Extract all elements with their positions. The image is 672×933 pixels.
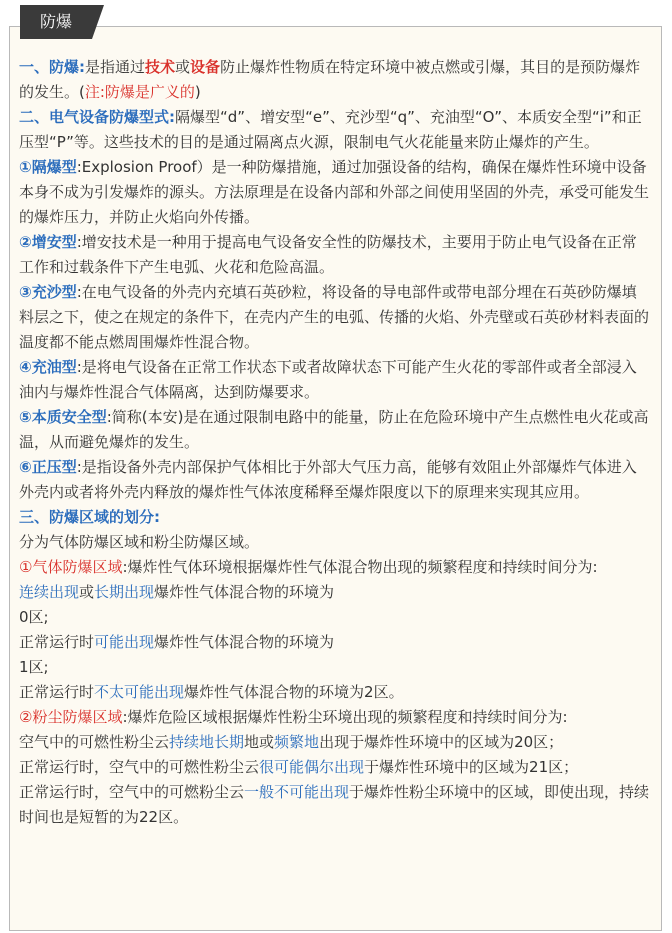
item-text: :简称(本安)是在通过限制电路中的能量，防止在危险环境中产生点燃性电火花或高温，从而避免爆炸的发生。	[19, 408, 649, 451]
keyword: 连续出现	[19, 583, 80, 601]
item-label: ①隔爆型	[19, 158, 77, 176]
item-label: ④充油型	[19, 358, 77, 376]
heading-3-label: 三、防爆区域的划分:	[19, 508, 160, 526]
gas-zone-heading	[19, 555, 651, 580]
heading-3	[19, 505, 651, 530]
article-body	[19, 55, 651, 830]
zone-0-line	[19, 580, 651, 605]
item-text: :在电气设备的外壳内充填石英砂粒，将设备的导电部件或带电部分埋在石英砂防爆填料层之下，使之在规定的条件下，在壳内产生的电弧、传播的火焰、外壳壁或石英砂材料表面的温度都不能点燃周围爆炸性混合物。	[19, 283, 650, 351]
item-flameproof	[19, 155, 651, 230]
text: 或	[79, 583, 95, 601]
keyword: 长期出现	[94, 583, 155, 601]
text: 正常运行时	[19, 633, 95, 651]
zone-21-line	[19, 755, 651, 780]
text: 地或	[244, 733, 275, 751]
dust-zone-heading	[19, 705, 651, 730]
paragraph-definition	[19, 55, 651, 105]
item-text: :是指设备外壳内部保护气体相比于外部大气压力高，能够有效阻止外部爆炸气体进入外壳内或者将外壳内释放的爆炸性气体浓度稀释至爆炸限度以下的原理来实现其应用。	[19, 458, 637, 501]
keyword: 持续地长期	[169, 733, 245, 751]
text: :爆炸危险区域根据爆炸性粉尘环境出现的频繁程度和持续时间分为:	[122, 708, 568, 726]
text: 爆炸性气体混合物的环境为	[154, 583, 335, 601]
zone-22-line	[19, 780, 651, 830]
dust-zone-label: ②粉尘防爆区域	[19, 708, 123, 726]
item-text: :增安技术是一种用于提高电气设备安全性的防爆技术，主要用于防止电气设备在正常工作和过载条件下产生电弧、火花和危险高温。	[19, 233, 637, 276]
content-card	[9, 26, 662, 931]
text: 正常运行时，空气中的可燃粉尘云	[19, 783, 245, 801]
item-label: ⑤本质安全型	[19, 408, 107, 426]
zone-0-value: 0区;	[19, 608, 49, 626]
item-text: :是将电气设备在正常工作状态下或者故障状态下可能产生火花的零部件或者全部浸入油内与爆炸性混合气体隔离，达到防爆要求。	[19, 358, 637, 401]
zone-1-value: 1区;	[19, 658, 49, 676]
item-label: ③充沙型	[19, 283, 77, 301]
text: 正常运行时，空气中的可燃性粉尘云	[19, 758, 260, 776]
keyword: 频繁地	[274, 733, 320, 751]
text: 于爆炸性粉尘环境中的区域，即使出现，持续时间也是短暂的为22区。	[19, 783, 650, 826]
keyword: 不太可能出现	[94, 683, 185, 701]
heading-1: 一、防爆:	[19, 58, 85, 76]
gas-zone-label: ①气体防爆区域	[19, 558, 123, 576]
keyword-equipment: 设备	[190, 58, 221, 76]
text: :爆炸性气体环境根据爆炸性气体混合物出现的频繁程度和持续时间分为:	[122, 558, 598, 576]
text: )	[194, 83, 201, 101]
paragraph-types	[19, 105, 651, 155]
text: 爆炸性气体混合物的环境为2区。	[184, 683, 404, 701]
text: 正常运行时	[19, 683, 95, 701]
item-oil-immersed	[19, 355, 651, 405]
keyword: 很可能偶尔出现	[259, 758, 365, 776]
text: 出现于爆炸性环境中的区域为20区；	[319, 733, 564, 751]
text: 隔爆型“d”、增安型“e”、充沙型“q”、充油型“O”、本质安全型“i”和正压型“P”等。这些技术的目的是通过隔离点火源，限制电气火花能量来防止爆炸的产生。	[19, 108, 642, 151]
zone-2-line	[19, 680, 651, 705]
keyword: 可能出现	[94, 633, 155, 651]
heading-2: 二、电气设备防爆型式:	[19, 108, 175, 126]
keyword-technology: 技术	[145, 58, 176, 76]
item-label: ②增安型	[19, 233, 77, 251]
item-intrinsic-safety	[19, 405, 651, 455]
item-text: :Explosion Proof）是一种防爆措施，通过加强设备的结构，确保在爆炸性环境中设备本身不成为引发爆炸的源头。方法原理是在设备内部和外部之间使用坚固的外壳，承受可能发生的爆炸压力，并防止火焰向外传播。	[19, 158, 650, 226]
zones-intro: 分为气体防爆区域和粉尘防爆区域。	[19, 533, 260, 551]
text: 空气中的可燃性粉尘云	[19, 733, 170, 751]
item-increased-safety	[19, 230, 651, 280]
section-tag: 防爆	[20, 5, 92, 39]
item-label: ⑥正压型	[19, 458, 77, 476]
text: 爆炸性气体混合物的环境为	[154, 633, 335, 651]
zone-20-line	[19, 730, 651, 755]
text: 是指通过	[85, 58, 146, 76]
note: 注:防爆是广义的	[84, 83, 195, 101]
text: 或	[175, 58, 191, 76]
zone-1-line	[19, 630, 651, 655]
item-sand-filled	[19, 280, 651, 355]
text: 于爆炸性环境中的区域为21区；	[364, 758, 579, 776]
item-pressurized	[19, 455, 651, 505]
text: 防止爆炸性物质在特定环境中被点燃或引爆，其目的是预防爆炸的发生。(	[19, 58, 641, 101]
keyword: 一般不可能出现	[244, 783, 350, 801]
